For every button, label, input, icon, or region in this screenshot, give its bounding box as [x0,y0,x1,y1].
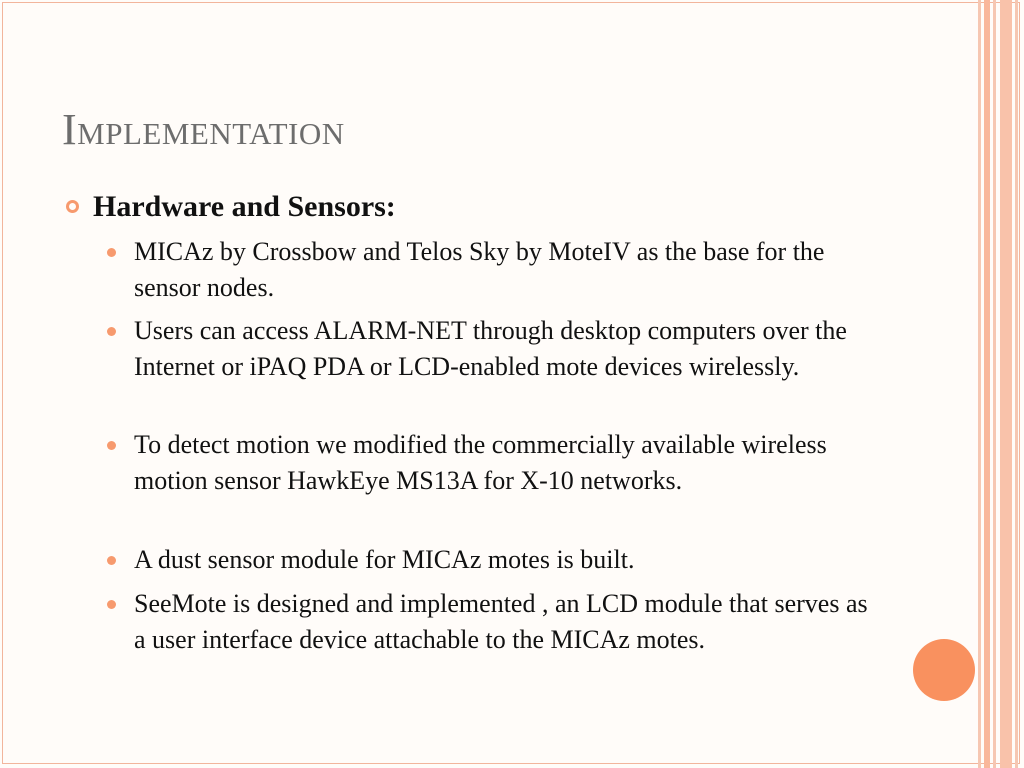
bullet-item [134,427,874,499]
bullet-item [134,542,874,578]
ring-bullet-icon [66,200,79,213]
bullet-text: SeeMote is designed and implemented , an LCD module that serves as a user interface device attachable to the MICAz motes. [134,589,868,654]
bullet-text: MICAz by Crossbow and Telos Sky by MoteIV as the base for the sensor nodes. [134,237,825,302]
dot-bullet-icon [107,441,116,450]
dot-bullet-icon [107,327,116,336]
dot-bullet-icon [107,556,116,565]
bullet-item [134,586,874,658]
bullet-item [134,313,874,385]
section-heading: Hardware and Sensors: [93,190,396,223]
bullet-text: Users can access ALARM-NET through desktop computers over the Internet or iPAQ PDA or LCD-enabled mote devices wirelessly. [134,316,847,381]
decorative-stripe [1000,0,1012,768]
slide-title: Implementation [62,105,345,154]
decorative-stripe [993,0,996,768]
dot-bullet-icon [107,248,116,257]
decorative-stripe [984,0,990,768]
bullet-text: A dust sensor module for MICAz motes is built. [134,545,635,574]
dot-bullet-icon [107,600,116,609]
bullet-item [134,234,874,306]
decorative-stripe [1015,0,1018,768]
bullet-text: To detect motion we modified the commercially available wireless motion sensor HawkEye MS13A for X-10 networks. [134,430,827,495]
decorative-stripe [978,0,981,768]
decorative-circle [913,639,975,701]
